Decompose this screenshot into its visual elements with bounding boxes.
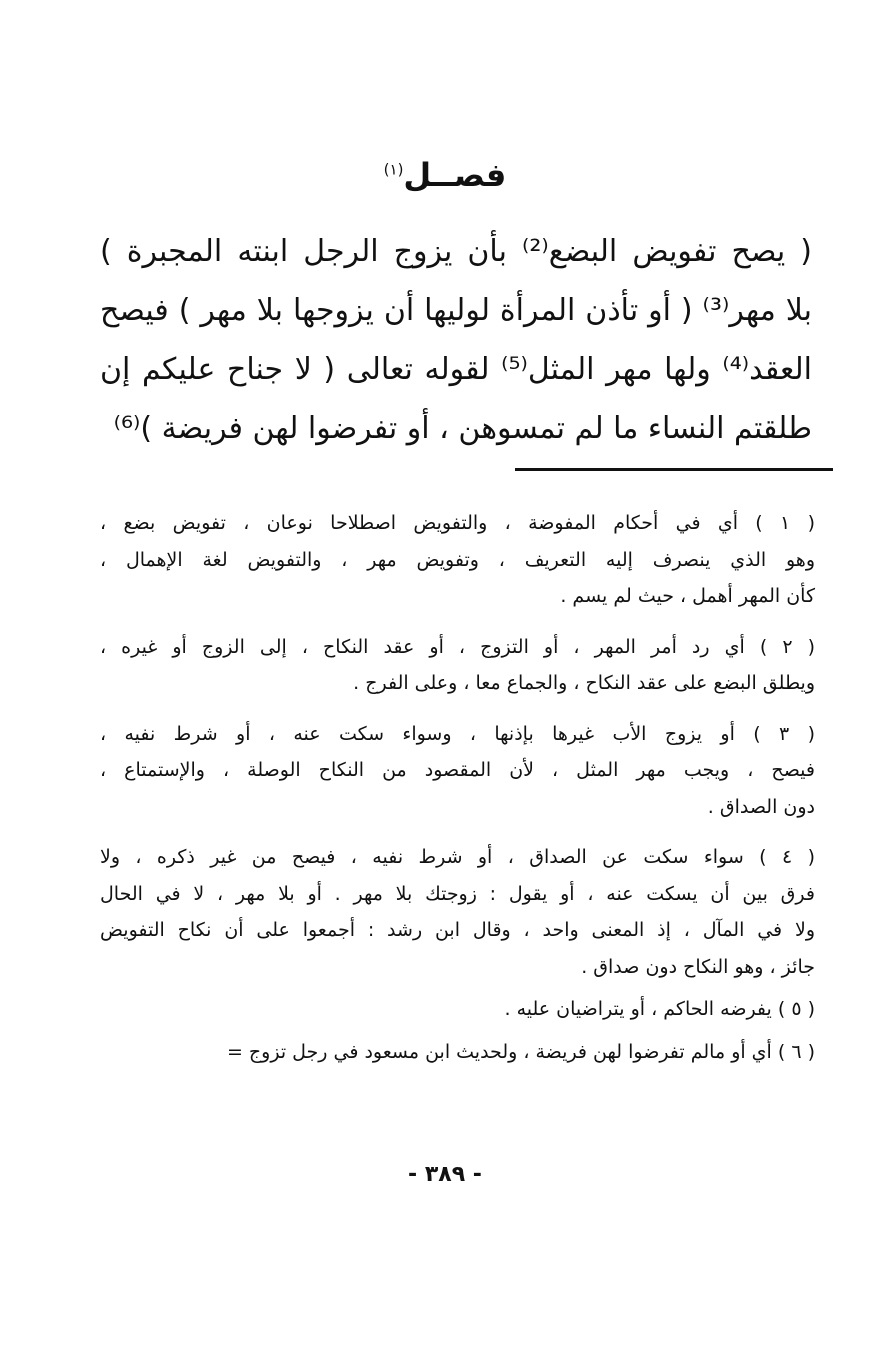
footnote-line: دون الصداق . xyxy=(707,795,815,818)
footnote-6 xyxy=(100,1034,815,1071)
footnote-ref-1: (١) xyxy=(383,160,404,179)
footnote-line: ( ١ ) أي في أحكام المفوضة ، والتفويض اصطلاحا نوعان ، تفويض بضع ، xyxy=(100,512,815,534)
section-title-text: فصــل xyxy=(403,156,507,194)
footnote-line: ( ٢ ) أي رد أمر المهر ، أو التزوج ، أو عقد النكاح ، إلى الزوج أو غيره ، xyxy=(100,635,815,658)
main-text-line: بلا مهر⁽³⁾ ( أو تأذن المرأة لوليها أن يزوجها بلا مهر ) فيصح xyxy=(100,293,812,328)
main-text-line: العقد⁽⁴⁾ ولها مهر المثل⁽⁵⁾ لقوله تعالى ( لا جناح عليكم إن xyxy=(100,352,812,387)
footnote-line: ( ٥ ) يفرضه الحاكم ، أو يتراضيان عليه . xyxy=(504,998,815,1020)
footnote-line: ( ٦ ) أي أو مالم تفرضوا لهن فريضة ، ولحديث ابن مسعود في رجل تزوج = xyxy=(226,1040,815,1063)
footnote-5 xyxy=(100,991,815,1028)
footnote-separator xyxy=(515,468,833,471)
footnote-1 xyxy=(100,505,815,615)
page-number: - ٣٨٩ - xyxy=(408,1162,482,1187)
footnote-line: ( ٣ ) أو يزوج الأب غيرها بإذنها ، وسواء سكت عنه ، أو شرط نفيه ، xyxy=(100,722,815,745)
footnote-line: كأن المهر أهمل ، حيث لم يسم . xyxy=(560,585,815,607)
main-text-line: طلقتم النساء ما لم تمسوهن ، أو تفرضوا لهن فريضة )⁽⁶⁾ xyxy=(113,411,812,446)
footnotes xyxy=(100,505,815,1084)
footnote-3 xyxy=(100,716,815,826)
main-text xyxy=(100,222,812,458)
footnote-line: ولا في المآل ، إذ المعنى واحد ، وقال ابن رشد : أجمعوا على أن نكاح التفويض xyxy=(100,919,815,941)
footnote-line: ( ٤ ) سواء سكت عن الصداق ، أو شرط نفيه ، فيصح من غير ذكره ، ولا xyxy=(100,846,816,868)
footnote-line: فرق بين أن يسكت عنه ، أو يقول : زوجتك بلا مهر . أو بلا مهر ، لا في الحال xyxy=(100,882,815,905)
footnote-line: ويطلق البضع على عقد النكاح ، والجماع معا ، وعلى الفرج . xyxy=(353,672,815,694)
footnote-4 xyxy=(100,839,815,985)
footnote-line: جائز ، وهو النكاح دون صداق . xyxy=(581,955,815,978)
footnote-line: وهو الذي ينصرف إليه التعريف ، وتفويض مهر ، والتفويض لغة الإهمال ، xyxy=(100,548,815,571)
footnote-line: فيصح ، ويجب مهر المثل ، لأن المقصود من النكاح الوصلة ، والإستمتاع ، xyxy=(100,759,815,781)
footnote-2 xyxy=(100,629,815,702)
main-text-line: ( يصح تفويض البضع⁽²⁾ بأن يزوج الرجل ابنته المجبرة ) xyxy=(100,234,812,269)
section-title xyxy=(0,150,890,200)
